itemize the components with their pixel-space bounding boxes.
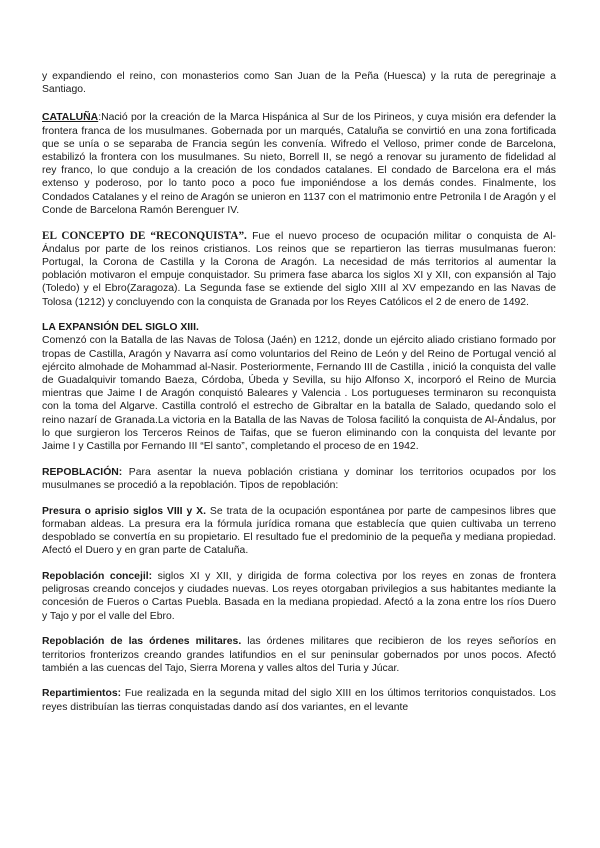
document-page xyxy=(42,70,556,726)
paragraph-concejil-text: siglos XI y XII, y dirigida de forma colectiva por los reyes en zonas de frontera peligrosas creando concejos y ciudades nuevas. Los reyes otorgaban privilegios a sus habitantes mediante la concesión de Fueros o Cartas Puebla. Basada en la mediana propiedad. Afectó a la zona entre los ríos Duero y Tajo y por el valle del Ebro. xyxy=(42,571,556,622)
paragraph-repartimientos xyxy=(42,687,556,713)
paragraph-repoblacion-text: Para asentar la nueva población cristiana y dominar los territorios ocupados por los musulmanes se procedió a la repoblación. Tipos de repoblación: xyxy=(42,466,556,491)
paragraph-expansion xyxy=(42,321,556,453)
paragraph-cataluna-text: :Nació por la creación de la Marca Hispánica al Sur de los Pirineos, y cuya misión era defender la frontera franca de los musulmanes. Gobernada por un marqués, Cataluña se convirtió en una zona fortificada que se unía o se separaba de Francia según les convenía. Wifredo el Velloso, primer conde de Barcelona, estabilizó la frontera con los musulmanes. Su nieto, Borrell II, se negó a renovar su juramento de fidelidad al rey franco, lo que condujo a la creación de los condados catalanes. El condado de Barcelona era el más extenso y poderoso, por lo tanto poco a poco fue imponiéndose a los demás condes. Finalmente, los Condados Catalanes y el reino de Aragón se unieron en 1137 con el matrimonio entre Petronila I de Aragón y el Conde de Barcelona Ramón Berenguer IV. xyxy=(42,112,556,216)
heading-presura: Presura o aprisio siglos VIII y X. xyxy=(42,505,206,517)
heading-ordenes: Repoblación de las órdenes militares. xyxy=(42,636,242,648)
paragraph-reconquista xyxy=(42,230,556,309)
paragraph-intro xyxy=(42,70,556,96)
paragraph-repoblacion xyxy=(42,466,556,492)
paragraph-cataluna xyxy=(42,111,556,217)
heading-repoblacion: REPOBLACIÓN: xyxy=(42,466,123,478)
paragraph-reconquista-text: Fue el nuevo proceso de ocupación militar o conquista de Al-Ándalus por parte de los reinos cristianos. Los reinos que se repartieron las tierras musulmanas fueron: Portugal, la Corona de Castilla y la Corona de Aragón. La necesidad de más territorios al aumentar la población motivaron el empuje conquistador. Su primera fase abarca los siglos XI y XII, con expansión al Tajo (Toledo) y el Ebro(Zaragoza). La Segunda fase se extiende del siglo XIII al XV empezando en las Navas de Tolosa (1212) y concluyendo con la conquista de Granada por los Reyes Católicos el 2 de enero de 1492. xyxy=(42,230,556,308)
heading-expansion: LA EXPANSIÓN DEL SIGLO XIII. xyxy=(42,322,199,334)
heading-repartimientos: Repartimientos: xyxy=(42,688,122,700)
heading-concejil: Repoblación concejil: xyxy=(42,571,153,582)
paragraph-presura xyxy=(42,505,556,558)
paragraph-repartimientos-text: Fue realizada en la segunda mitad del siglo XIII en los últimos territorios conquistados. Los reyes distribuían las tierras conquistadas dando así dos variantes, en el levante xyxy=(42,688,556,713)
paragraph-concejil xyxy=(42,570,556,623)
paragraph-intro-text: y expandiendo el reino, con monasterios como San Juan de la Peña (Huesca) y la ruta de peregrinaje a Santiago. xyxy=(42,71,556,96)
paragraph-presura-text: Se trata de la ocupación espontánea por parte de campesinos libres que formaban aldeas. La presura era la fórmula jurídica romana que establecía que quien cultivaba un terreno despoblado se convertía en su propietario. El resultado fue el predominio de la pequeña y mediana propiedad. Afectó el Duero y en gran parte de Cataluña. xyxy=(42,505,556,557)
heading-reconquista: EL CONCEPTO DE “RECONQUISTA”. xyxy=(42,229,247,242)
heading-cataluna: CATALUÑA xyxy=(42,112,99,124)
paragraph-ordenes-text: las órdenes militares que recibieron de los reyes señoríos en territorios fronterizos creando grandes latifundios en el sur peninsular gobernados por unos pocos. Afectó también a las cuencas del Tajo, Sierra Morena y valles altos del Turia y Júcar. xyxy=(42,636,557,674)
paragraph-ordenes xyxy=(42,635,556,675)
paragraph-expansion-text: Comenzó con la Batalla de las Navas de Tolosa (Jaén) en 1212, donde un ejército aliado cristiano formado por tropas de Castilla, Aragón y Navarra así como voluntarios del Reino de León y del Reino de Portugal venció al ejército almohade de Mohammad al-Nasir. Posteriormente, Fernando III de Castilla , inició la conquista del valle de Guadalquivir tomando Baeza, Córdoba, Úbeda y Sevilla, su hijo Alfonso X, incorporó el Reino de Murcia mientras que Jaime I de Aragón conquistó Baleares y Valencia . Los portugueses terminaron su reconquista con la toma del Algarve. Castilla controló el estrecho de Gibraltar en la batalla de Salado, quedando solo el reino nazarí de Granada.La victoria en la Batalla de las Navas de Tolosa facilitó la conquista de Al-Ándalus, por lo que surgieron los Terceros Reinos de Taifas, que se fueron eliminando con la conquista del levante por Jaime I y Castilla por Fernando III “El santo”, completando el proceso de en 1942. xyxy=(42,335,556,453)
